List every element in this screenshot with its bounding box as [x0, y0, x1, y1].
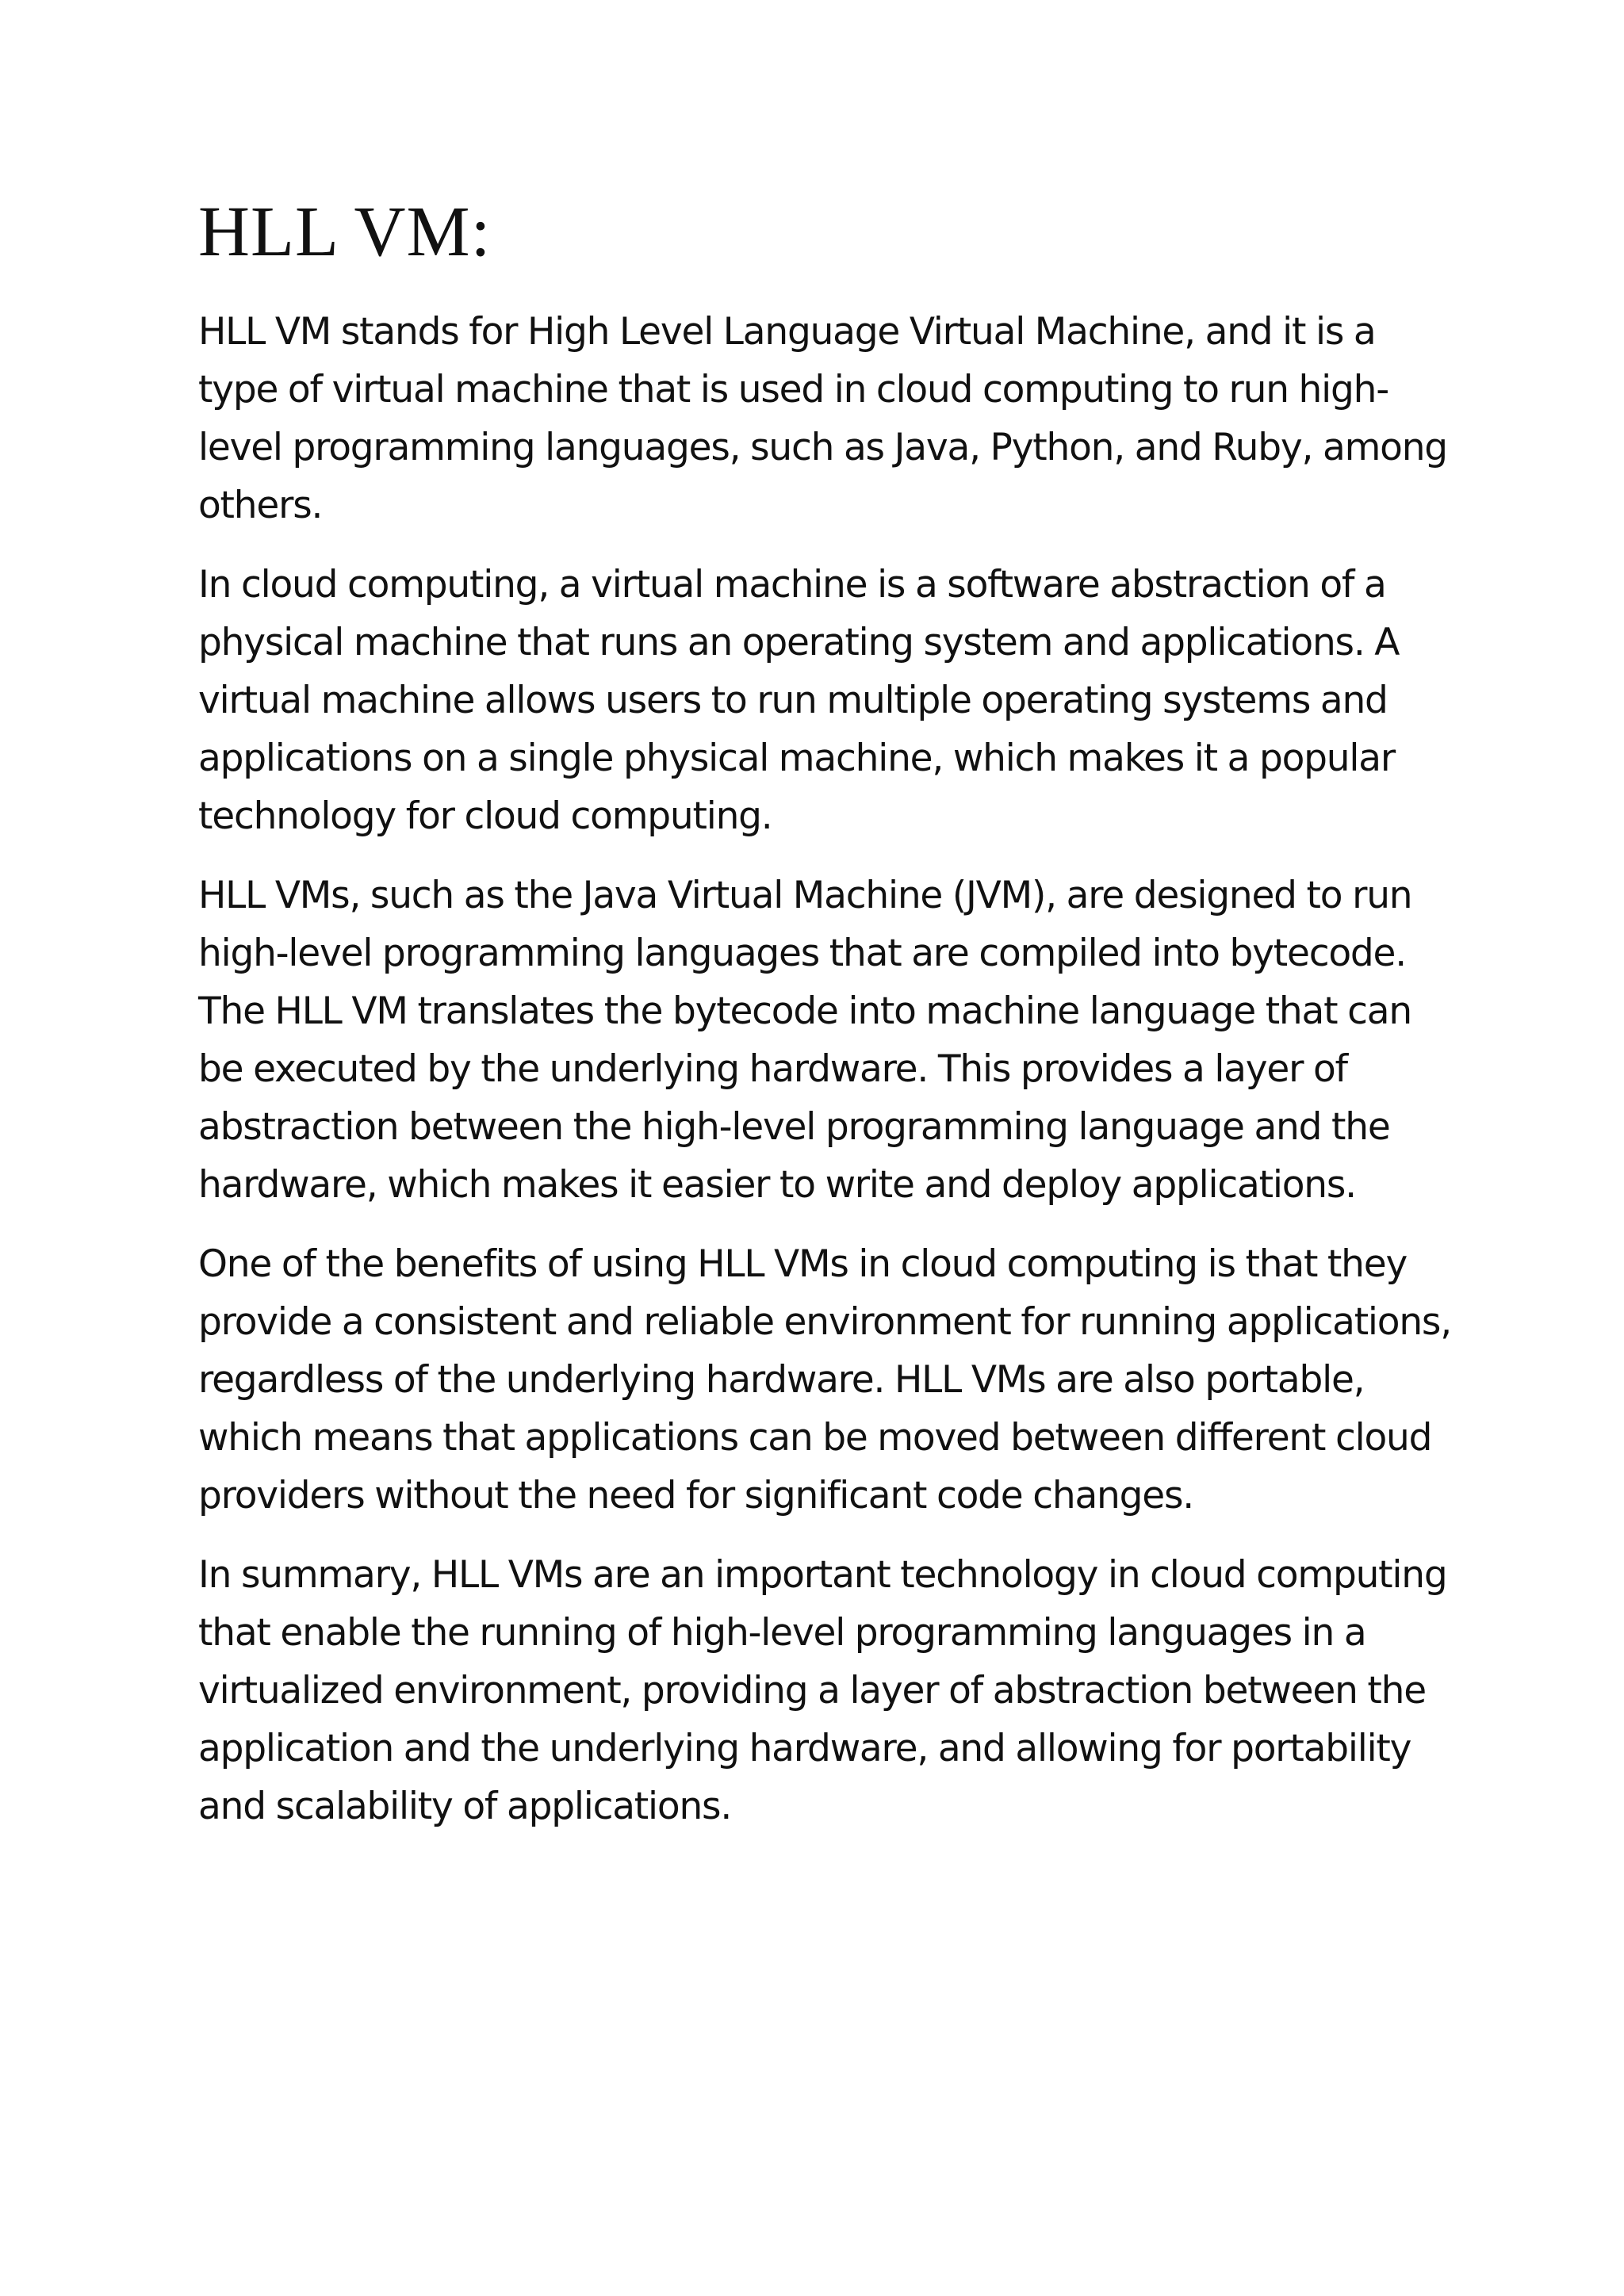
- document-body: [198, 189, 1459, 1857]
- paragraph-summary: In summary, HLL VMs are an important technology in cloud computing that enable the running of high-level programming languages in a virtualized environment, providing a layer of abstraction between the application and the underlying hardware, and allowing for portability and scalability of applications.: [198, 1553, 1447, 1828]
- paragraph-definition: HLL VM stands for High Level Language Virtual Machine, and it is a type of virtual machine that is used in cloud computing to run high-level programming languages, such as Java, Python, and Ruby, among others.: [198, 310, 1447, 527]
- paragraph-jvm: HLL VMs, such as the Java Virtual Machine (JVM), are designed to run high-level programming languages that are compiled into bytecode. The HLL VM translates the bytecode into machine language that can be executed by the underlying hardware. This provides a layer of abstraction between the high-level programming language and the hardware, which makes it easier to write and deploy applications.: [198, 874, 1412, 1207]
- paragraph-benefits: One of the benefits of using HLL VMs in cloud computing is that they provide a consistent and reliable environment for running applications, regardless of the underlying hardware. HLL VMs are also portable, which means that applications can be moved between different cloud providers without the need for significant code changes.: [198, 1242, 1451, 1517]
- document-title: HLL VM:: [198, 193, 492, 271]
- paragraph-virtual-machine: In cloud computing, a virtual machine is a software abstraction of a physical machine that runs an operating system and applications. A virtual machine allows users to run multiple operating systems and applications on a single physical machine, which makes it a popular technology for cloud computing.: [198, 563, 1400, 838]
